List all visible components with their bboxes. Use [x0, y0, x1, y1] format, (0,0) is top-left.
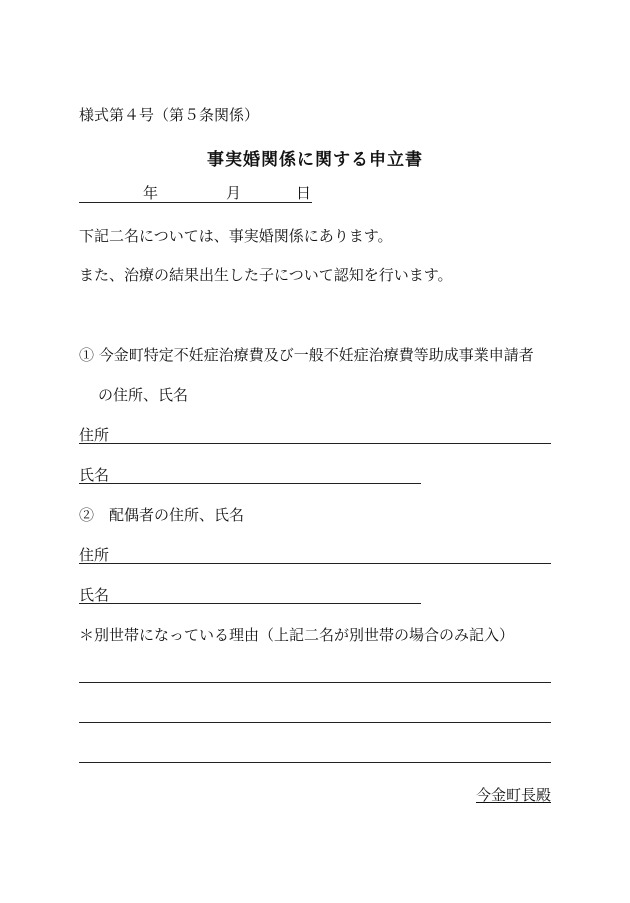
section2-heading: ② 配偶者の住所、氏名 — [79, 506, 245, 524]
section1-heading-continued: の住所、氏名 — [98, 386, 189, 404]
spouse-address-label: 住所 — [79, 546, 110, 564]
applicant-name-label: 氏名 — [79, 466, 110, 484]
day-label: 日 — [296, 184, 312, 202]
form-number: 様式第４号（第５条関係） — [79, 106, 260, 124]
reason-line-2[interactable] — [79, 722, 551, 723]
year-label: 年 — [143, 184, 159, 202]
reason-line-1[interactable] — [79, 682, 551, 683]
date-field[interactable] — [79, 184, 312, 203]
recipient: 今金町長殿 — [475, 786, 551, 804]
statement-line-1: 下記二名については、事実婚関係にあります。 — [79, 227, 393, 245]
month-label: 月 — [226, 184, 242, 202]
applicant-address-line[interactable] — [79, 443, 551, 444]
reason-label: ＊別世帯になっている理由（上記二名が別世帯の場合のみ記入） — [79, 626, 515, 644]
spouse-name-line[interactable] — [79, 603, 421, 604]
statement-line-2: また、治療の結果出生した子について認知を行います。 — [79, 266, 453, 284]
applicant-address-label: 住所 — [79, 426, 110, 444]
document-title: 事実婚関係に関する申立書 — [207, 150, 423, 170]
spouse-address-line[interactable] — [79, 563, 551, 564]
applicant-name-line[interactable] — [79, 483, 421, 484]
reason-line-3[interactable] — [79, 762, 551, 763]
spouse-name-label: 氏名 — [79, 586, 110, 604]
section1-heading: ① 今金町特定不妊症治療費及び一般不妊症治療費等助成事業申請者 — [79, 346, 534, 364]
